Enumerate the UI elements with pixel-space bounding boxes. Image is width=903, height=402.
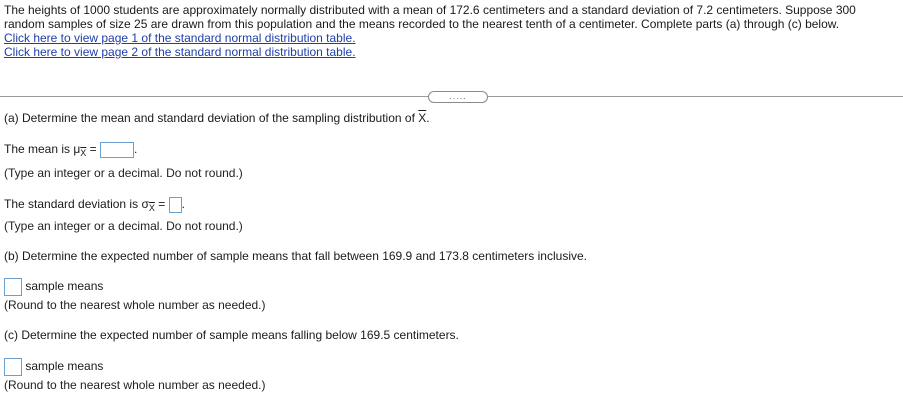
part-c-answer-input[interactable] xyxy=(4,358,22,376)
sigma-symbol: σ xyxy=(141,197,149,212)
problem-statement xyxy=(4,3,899,59)
part-c-hint: (Round to the nearest whole number as needed.) xyxy=(4,378,266,392)
part-b-hint: (Round to the nearest whole number as needed.) xyxy=(4,298,266,312)
problem-text: The heights of 1000 students are approximately normally distributed with a mean of 172.6 centimeters and a standard deviation of 7.2 centimeters. Suppose 300 random samples of size 25 are drawn from this population and the means recorded to the nearest tenth of a centimeter. Complete parts (a) through (c) below. xyxy=(4,3,856,31)
mean-label: The mean is xyxy=(4,142,71,157)
part-c-unit: sample means xyxy=(25,359,104,374)
normal-table-page-1-link[interactable]: Click here to view page 1 of the standard normal distribution table. xyxy=(4,31,356,45)
x-bar-symbol: $\overline{X}$ xyxy=(418,111,427,125)
part-b-answer-input[interactable] xyxy=(4,278,22,296)
mean-hint: (Type an integer or a decimal. Do not round.) xyxy=(4,166,243,180)
mu-subscript: X xyxy=(80,148,87,159)
sd-label: The standard deviation is xyxy=(4,197,139,212)
sd-answer-input[interactable] xyxy=(169,197,182,213)
part-c-prompt: (c) Determine the expected number of sample means falling below 169.5 centimeters. xyxy=(4,328,459,342)
mean-row: The mean is $\mu_{\overline{X}}$ = . xyxy=(4,142,138,159)
part-a-prompt: (a) Determine the mean and standard deviation of the sampling distribution of $\overline{X}$. xyxy=(4,111,430,125)
mean-answer-input[interactable] xyxy=(100,142,134,158)
part-b-answer-row xyxy=(4,278,103,296)
expand-collapse-button[interactable]: ..... xyxy=(428,91,488,103)
sd-equals: = xyxy=(158,197,166,212)
mu-symbol: μ xyxy=(73,142,81,157)
sd-row: The standard deviation is $\sigma_{\overline{X}}$ = . xyxy=(4,197,185,214)
part-c-answer-row xyxy=(4,358,103,376)
mean-equals: = xyxy=(89,142,97,157)
sigma-subscript: X xyxy=(148,203,155,214)
normal-table-page-2-link[interactable]: Click here to view page 2 of the standard normal distribution table. xyxy=(4,45,356,59)
part-b-unit: sample means xyxy=(25,279,104,294)
part-b-prompt: (b) Determine the expected number of sample means that fall between 169.9 and 173.8 centimeters inclusive. xyxy=(4,249,587,263)
sd-hint: (Type an integer or a decimal. Do not round.) xyxy=(4,219,243,233)
